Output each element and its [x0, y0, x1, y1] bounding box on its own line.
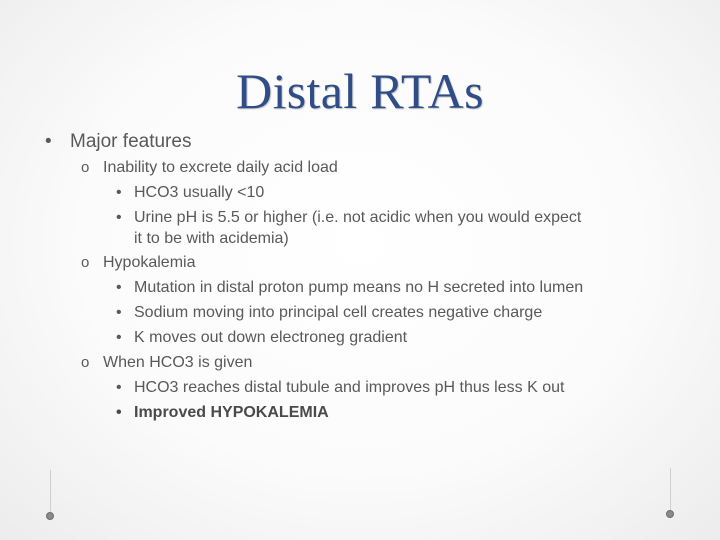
- bullet-text: it to be with acidemia): [134, 230, 289, 247]
- bullet-text: Hypokalemia: [103, 254, 196, 271]
- bullet-marker: •: [116, 329, 122, 346]
- bullet-marker: •: [116, 404, 122, 421]
- bullet-marker: •: [116, 304, 122, 321]
- bullet-marker: •: [116, 279, 122, 296]
- sub-sub-bullet-item: [116, 303, 543, 323]
- sub-sub-bullet-item: [116, 328, 408, 348]
- bullet-continuation: [134, 229, 289, 249]
- bullet-marker: o: [81, 354, 90, 371]
- sub-bullet-item: [81, 158, 338, 178]
- bullet-text: When HCO3 is given: [103, 354, 253, 371]
- bullet-text: HCO3 usually <10: [134, 184, 265, 201]
- bullet-marker: •: [116, 209, 122, 226]
- decorative-dot-icon: [46, 512, 54, 520]
- bullet-text: Improved HYPOKALEMIA: [134, 404, 329, 421]
- sub-bullet-item: [81, 253, 196, 273]
- decorative-line: [670, 468, 671, 510]
- bullet-text: Inability to excrete daily acid load: [103, 159, 338, 176]
- bullet-text: HCO3 reaches distal tubule and improves pH thus less K out: [134, 379, 565, 396]
- bullet-marker: •: [116, 184, 122, 201]
- bullet-marker: o: [81, 159, 90, 176]
- bullet-text: Mutation in distal proton pump means no H secreted into lumen: [134, 279, 584, 296]
- bullet-marker: o: [81, 254, 90, 271]
- sub-sub-bullet-item: [116, 208, 582, 228]
- sub-sub-bullet-item: [116, 278, 584, 298]
- sub-bullet-item: [81, 353, 253, 373]
- sub-sub-bullet-item: [116, 378, 565, 398]
- sub-sub-bullet-item: [116, 403, 329, 423]
- bullet-text: Urine pH is 5.5 or higher (i.e. not acidic when you would expect: [134, 209, 582, 226]
- bullet-text: Major features: [70, 131, 192, 152]
- bullet-item: [45, 131, 192, 152]
- bullet-text: Sodium moving into principal cell creates negative charge: [134, 304, 543, 321]
- decorative-dot-icon: [666, 510, 674, 518]
- decorative-line: [50, 470, 51, 512]
- bullet-marker: •: [45, 131, 52, 152]
- bullet-marker: •: [116, 379, 122, 396]
- slide-title: Distal RTAs: [236, 63, 484, 119]
- bullet-text: K moves out down electroneg gradient: [134, 329, 408, 346]
- sub-sub-bullet-item: [116, 183, 265, 203]
